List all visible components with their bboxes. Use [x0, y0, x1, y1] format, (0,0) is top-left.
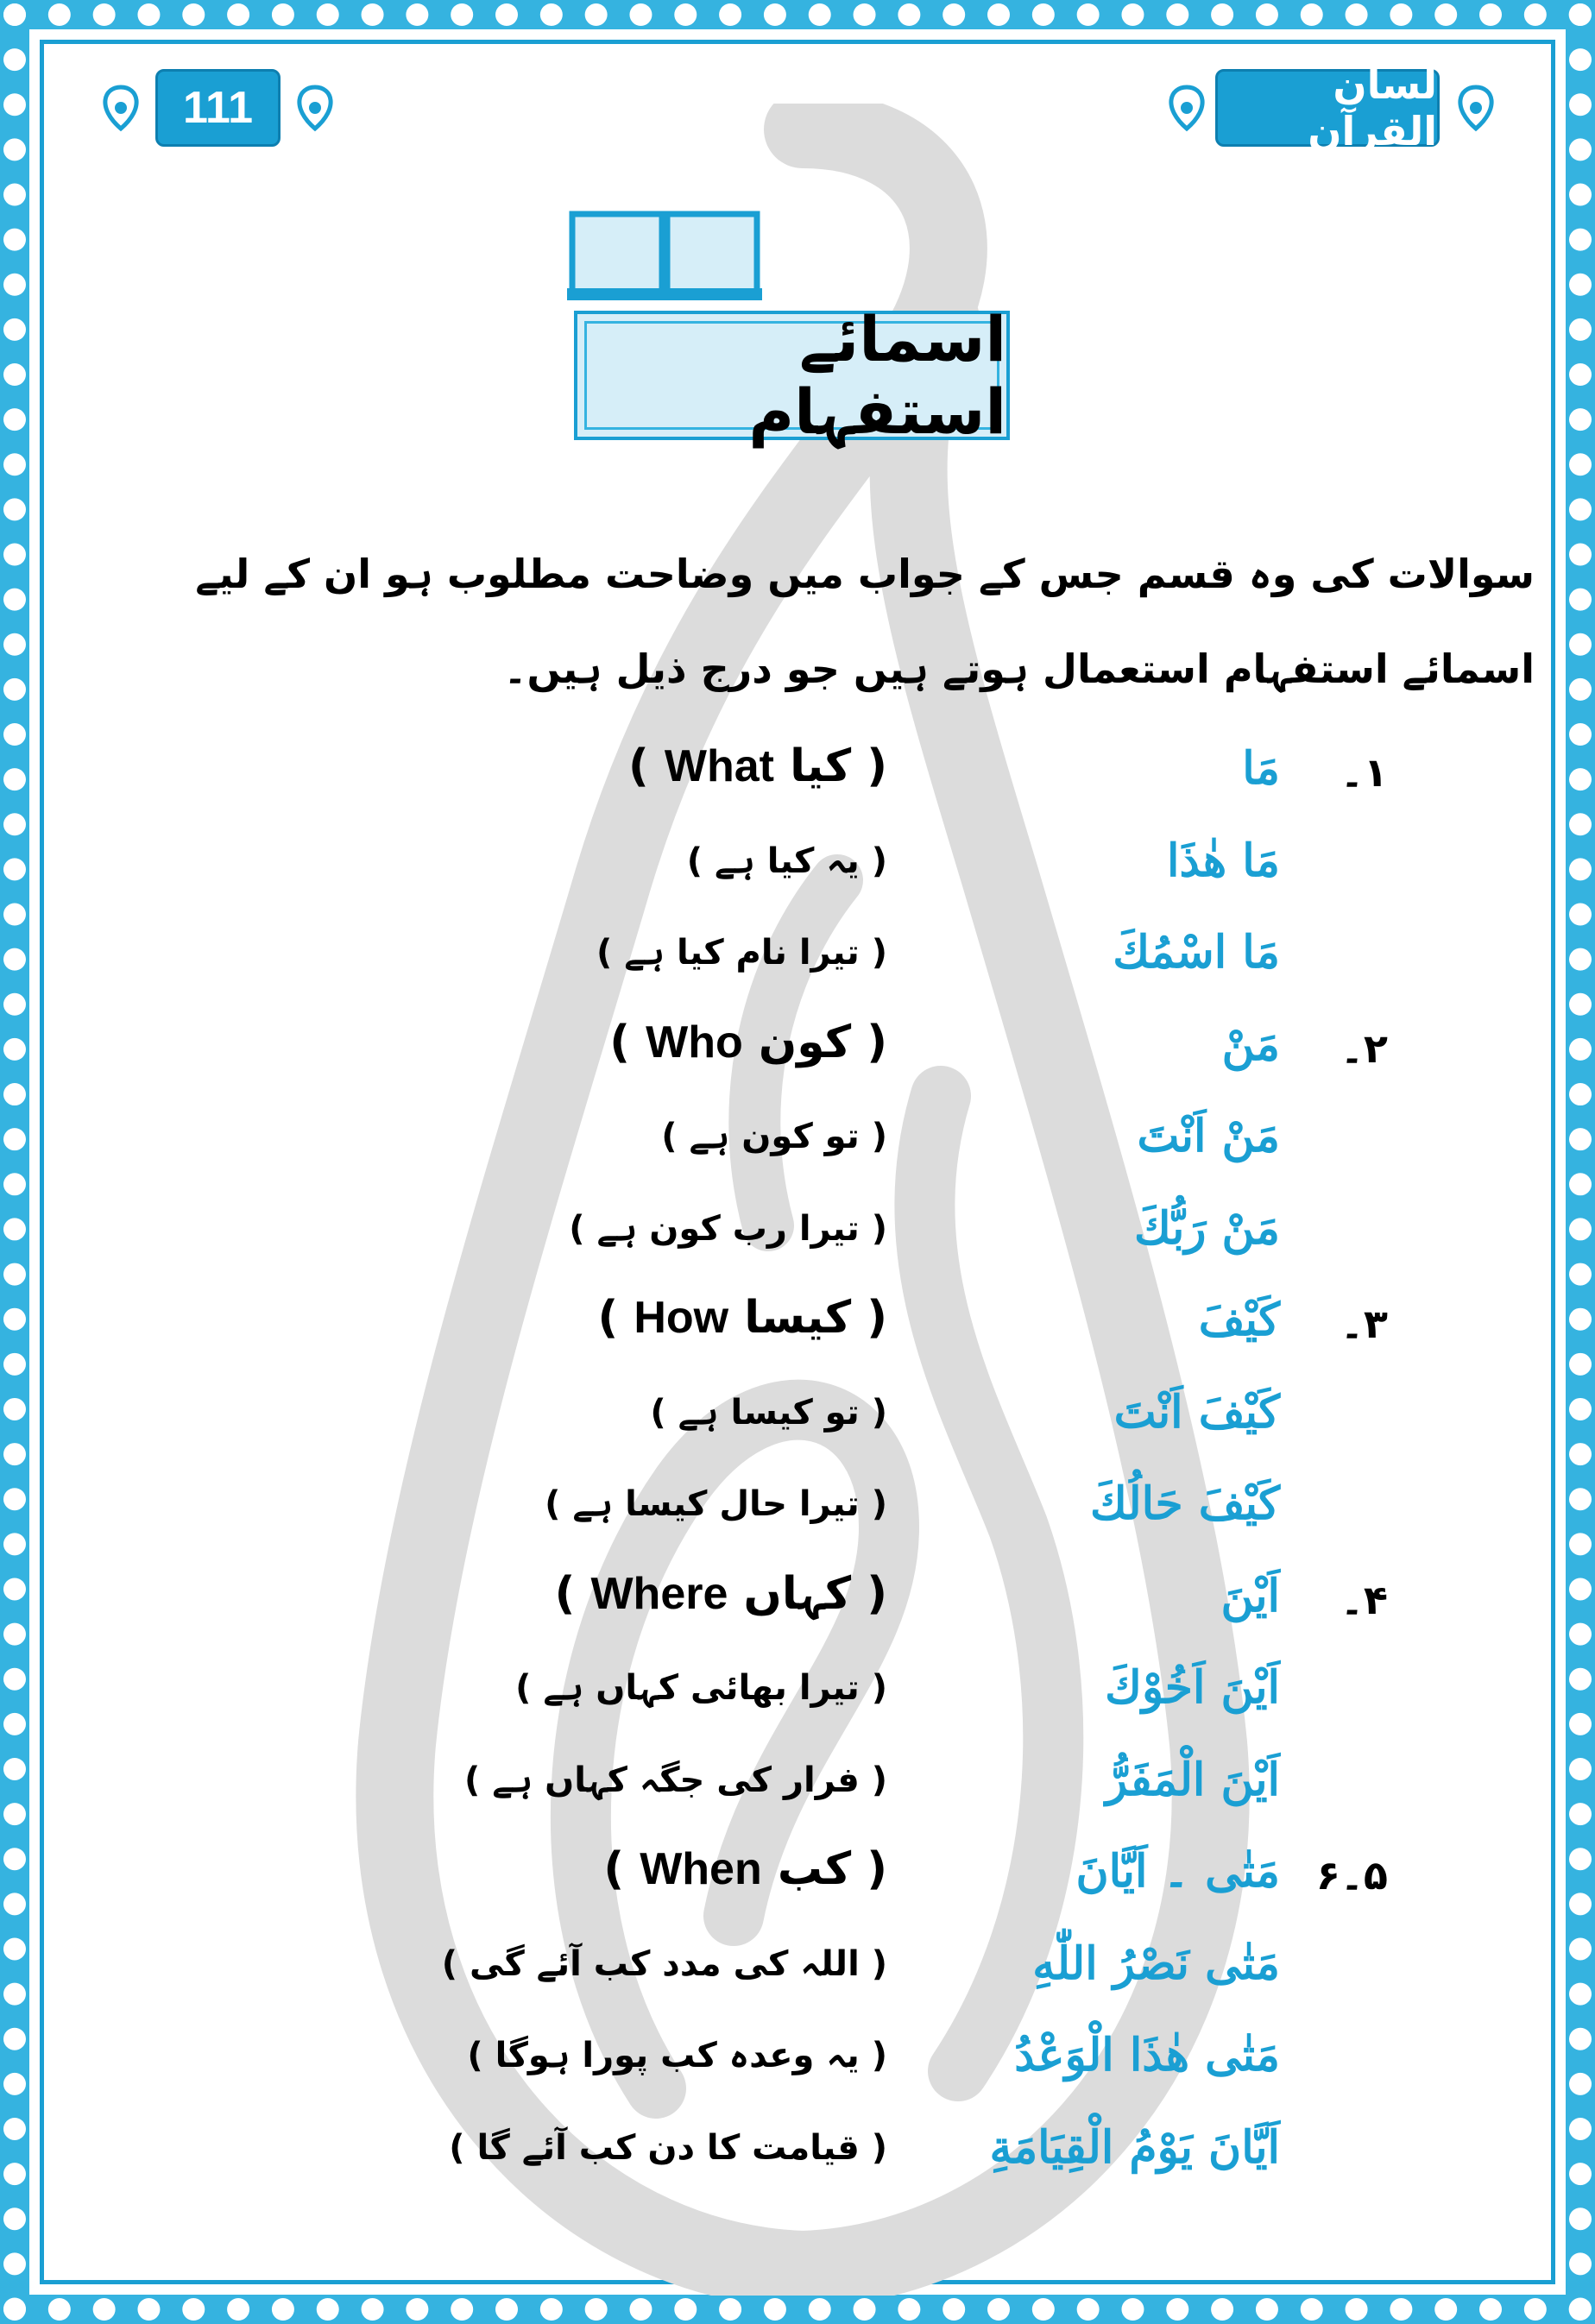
- urdu-meaning: قیامت کا دن کب آئے گا: [476, 2127, 860, 2168]
- arabic-phrase: مَنْ: [1221, 1017, 1280, 1071]
- arabic-phrase: مَا اسْمُكَ: [1113, 926, 1280, 979]
- english-meaning: When: [640, 1844, 762, 1894]
- urdu-meaning: کیا: [790, 740, 852, 792]
- meaning: ( یہ وعدہ کب پورا ہوگا ): [467, 2036, 887, 2075]
- english-meaning: Where: [590, 1568, 728, 1619]
- english-meaning: Who: [646, 1017, 743, 1068]
- list-item: [0, 2113, 1595, 2190]
- urdu-meaning: فرار کی جگہ کہاں ہے: [492, 1760, 860, 1800]
- arabic-phrase: كَيْفَ اَنْتَ: [1113, 1385, 1280, 1439]
- list-item: [0, 1745, 1595, 1823]
- list-item: [0, 826, 1595, 904]
- floral-ornament-icon: [289, 84, 341, 132]
- urdu-meaning: یہ کیا ہے: [714, 841, 860, 881]
- urdu-meaning: تیرا بھائی کہاں ہے: [543, 1668, 860, 1708]
- item-number: ۲۔: [1340, 1024, 1388, 1072]
- urdu-meaning: کون: [758, 1016, 852, 1068]
- list-item: [0, 1193, 1595, 1271]
- item-number: ۳۔: [1340, 1301, 1388, 1347]
- meaning: ( کہاں Where ): [554, 1567, 887, 1620]
- meaning: ( تیرا بھائی کہاں ہے ): [515, 1668, 887, 1708]
- list-item: [0, 1101, 1595, 1179]
- page-number: 111: [155, 69, 281, 147]
- english-meaning: What: [664, 741, 775, 791]
- arabic-phrase: اَيْنَ اَخُوْكَ: [1105, 1661, 1280, 1714]
- meaning: ( فرار کی جگہ کہاں ہے ): [464, 1760, 887, 1800]
- chapter-title: اسمائے استفہام: [748, 303, 1006, 448]
- arabic-phrase: كَيْفَ حَالُكَ: [1089, 1477, 1280, 1530]
- list-item: [0, 1653, 1595, 1730]
- urdu-meaning: تو کیسا ہے: [678, 1392, 860, 1433]
- arabic-phrase: اَيْنَ الْمَفَرُّ: [1106, 1753, 1280, 1806]
- urdu-meaning: تو کون ہے: [689, 1117, 860, 1156]
- urdu-meaning: تیرا نام کیا ہے: [624, 933, 860, 973]
- urdu-meaning: اللہ کی مدد کب آئے گی: [470, 1943, 860, 1984]
- book-title: لسان القرآن: [1215, 69, 1440, 147]
- arabic-phrase: مَتٰى ۔ اَيَّانَ: [1075, 1845, 1280, 1898]
- arabic-phrase: مَتٰى هٰذَا الْوَعْدُ: [1014, 2029, 1280, 2082]
- arabic-phrase: كَيْفَ: [1198, 1294, 1280, 1346]
- arabic-phrase: اَيَّانَ يَوْمُ الْقِيَامَةِ: [989, 2120, 1280, 2174]
- floral-ornament-icon: [95, 84, 147, 132]
- meaning: ( تو کون ہے ): [661, 1117, 887, 1156]
- urdu-meaning: تیرا رب کون ہے: [596, 1208, 860, 1249]
- list-item: [0, 1010, 1595, 1087]
- arabic-phrase: مَتٰى نَصْرُ اللّٰهِ: [1032, 1937, 1280, 1990]
- list-item: [0, 1377, 1595, 1455]
- meaning: ( کب When ): [603, 1843, 887, 1895]
- intro-paragraph: سوالات کی وہ قسم جس کے جواب میں وضاحت مطلوب ہو ان کے لیے اسمائے استفہام استعمال ہوتے ہیں جو درج ذیل ہیں۔: [195, 551, 1535, 692]
- list-item: [0, 2020, 1595, 2098]
- meaning: ( تو کیسا ہے ): [650, 1392, 887, 1433]
- item-number: ۱۔: [1340, 749, 1388, 796]
- arabic-phrase: مَا هٰذَا: [1167, 834, 1280, 887]
- english-meaning: How: [634, 1293, 729, 1343]
- meaning: ( تیرا رب کون ہے ): [569, 1208, 887, 1249]
- meaning: ( قیامت کا دن کب آئے گا ): [449, 2127, 887, 2168]
- open-book-icon: [565, 209, 764, 304]
- list-item: [0, 1469, 1595, 1546]
- arabic-phrase: مَنْ اَنْتَ: [1137, 1110, 1280, 1162]
- item-number: ۴۔: [1340, 1576, 1388, 1623]
- item-number: ۵۔۶: [1315, 1852, 1388, 1899]
- list-item: [0, 734, 1595, 811]
- list-item: [0, 917, 1595, 995]
- meaning: ( تیرا حال کیسا ہے ): [545, 1484, 887, 1524]
- meaning: ( کیسا How ): [597, 1292, 887, 1344]
- arabic-phrase: مَا: [1242, 742, 1280, 795]
- meaning: ( کیا What ): [628, 740, 887, 792]
- list-item: [0, 1285, 1595, 1363]
- urdu-meaning: تیرا حال کیسا ہے: [572, 1484, 860, 1524]
- arabic-phrase: مَنْ رَبُّكَ: [1134, 1201, 1280, 1255]
- meaning: ( یہ کیا ہے ): [686, 841, 887, 881]
- urdu-meaning: کہاں: [743, 1567, 852, 1620]
- arabic-phrase: اَيْنَ: [1220, 1569, 1280, 1622]
- urdu-meaning: کیسا: [744, 1292, 852, 1344]
- list-item: [0, 1929, 1595, 2006]
- meaning: ( اللہ کی مدد کب آئے گی ): [441, 1943, 887, 1984]
- meaning: ( تیرا نام کیا ہے ): [596, 933, 887, 973]
- floral-ornament-icon: [1450, 84, 1502, 132]
- list-item: [0, 1561, 1595, 1639]
- chapter-title-box: [574, 303, 1010, 448]
- list-item: [0, 1836, 1595, 1914]
- urdu-meaning: کب: [777, 1843, 852, 1895]
- meaning: ( کون Who ): [609, 1016, 887, 1068]
- urdu-meaning: یہ وعدہ کب پورا ہوگا: [495, 2036, 860, 2075]
- floral-ornament-icon: [1161, 84, 1213, 132]
